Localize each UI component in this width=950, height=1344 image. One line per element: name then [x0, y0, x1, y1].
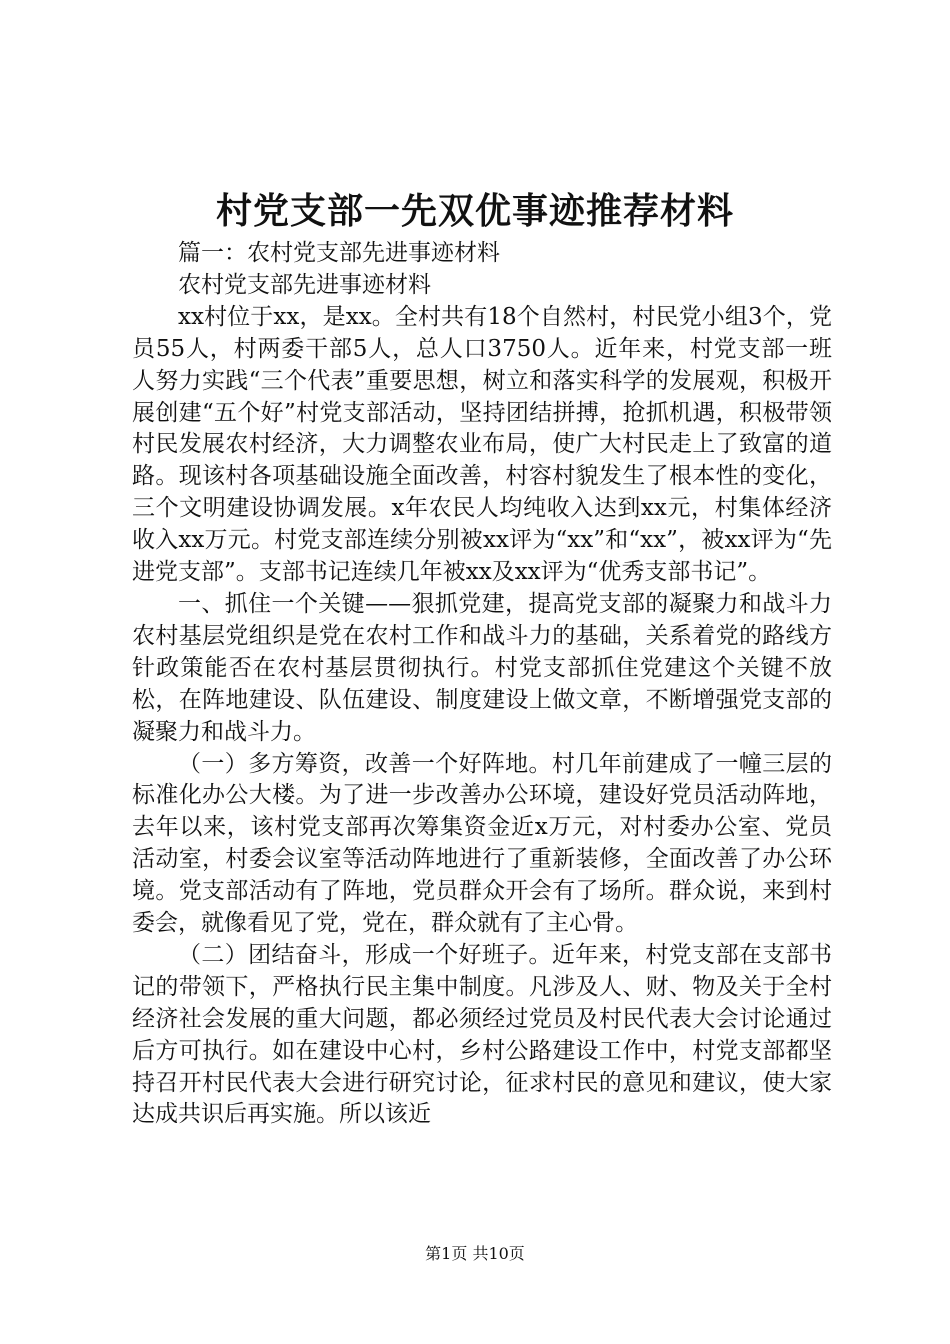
paragraph-key-point-one: 一、抓住一个关键——狠抓党建，提高党支部的凝聚力和战斗力农村基层党组织是党在农村工作和战斗力的基础，关系着党的路线方针政策能否在农村基层贯彻执行。村党支部抓住党建这个关键不放松，在阵地建设、队伍建设、制度建设上做文章，不断增强党支部的凝聚力和战斗力。: [132, 590, 832, 745]
paragraph-subpoint-two: （二）团结奋斗，形成一个好班子。近年来，村党支部在支部书记的带领下，严格执行民主集中制度。凡涉及人、财、物及关于全村经济社会发展的重大问题，都必须经过党员及村民代表大会讨论通过后方可执行。如在建设中心村，乡村公路建设工作中，村党支部都坚持召开村民代表大会进行研究讨论，征求村民的意见和建议，使大家达成共识后再实施。所以该近: [132, 941, 832, 1128]
paragraph-intro: xx村位于xx，是xx。全村共有18个自然村，村民党小组3个，党员55人，村两委干部5人，总人口3750人。近年来，村党支部一班人努力实践“三个代表”重要思想，树立和落实科学的发展观，积极开展创建“五个好”村党支部活动，坚持团结拼搏，抢抓机遇，积极带领村民发展农村经济，大力调整农业布局，使广大村民走上了致富的道路。现该村各项基础设施全面改善，村容村貌发生了根本性的变化，三个文明建设协调发展。x年农民人均纯收入达到xx元，村集体经济收入xx万元。村党支部连续分别被xx评为“xx”和“xx”，被xx评为“先进党支部”。支部书记连续几年被xx及xx评为“优秀支部书记”。: [132, 303, 832, 586]
page-footer: 第1页 共10页: [425, 1244, 525, 1263]
paragraph-subpoint-one: （一）多方筹资，改善一个好阵地。村几年前建成了一幢三层的标准化办公大楼。为了进一步改善办公环境，建设好党员活动阵地，去年以来，该村党支部再次筹集资金近x万元，对村委办公室、党员活动室，村委会议室等活动阵地进行了重新装修，全面改善了办公环境。党支部活动有了阵地，党员群众开会有了场所。群众说，来到村委会，就像看见了党，党在，群众就有了主心骨。: [132, 750, 832, 937]
section-heading: 篇一：农村党支部先进事迹材料: [178, 240, 500, 266]
subheading: 农村党支部先进事迹材料: [178, 271, 431, 298]
document-body: [132, 238, 832, 1131]
document-title: 村党支部一先双优事迹推荐材料: [215, 190, 734, 232]
